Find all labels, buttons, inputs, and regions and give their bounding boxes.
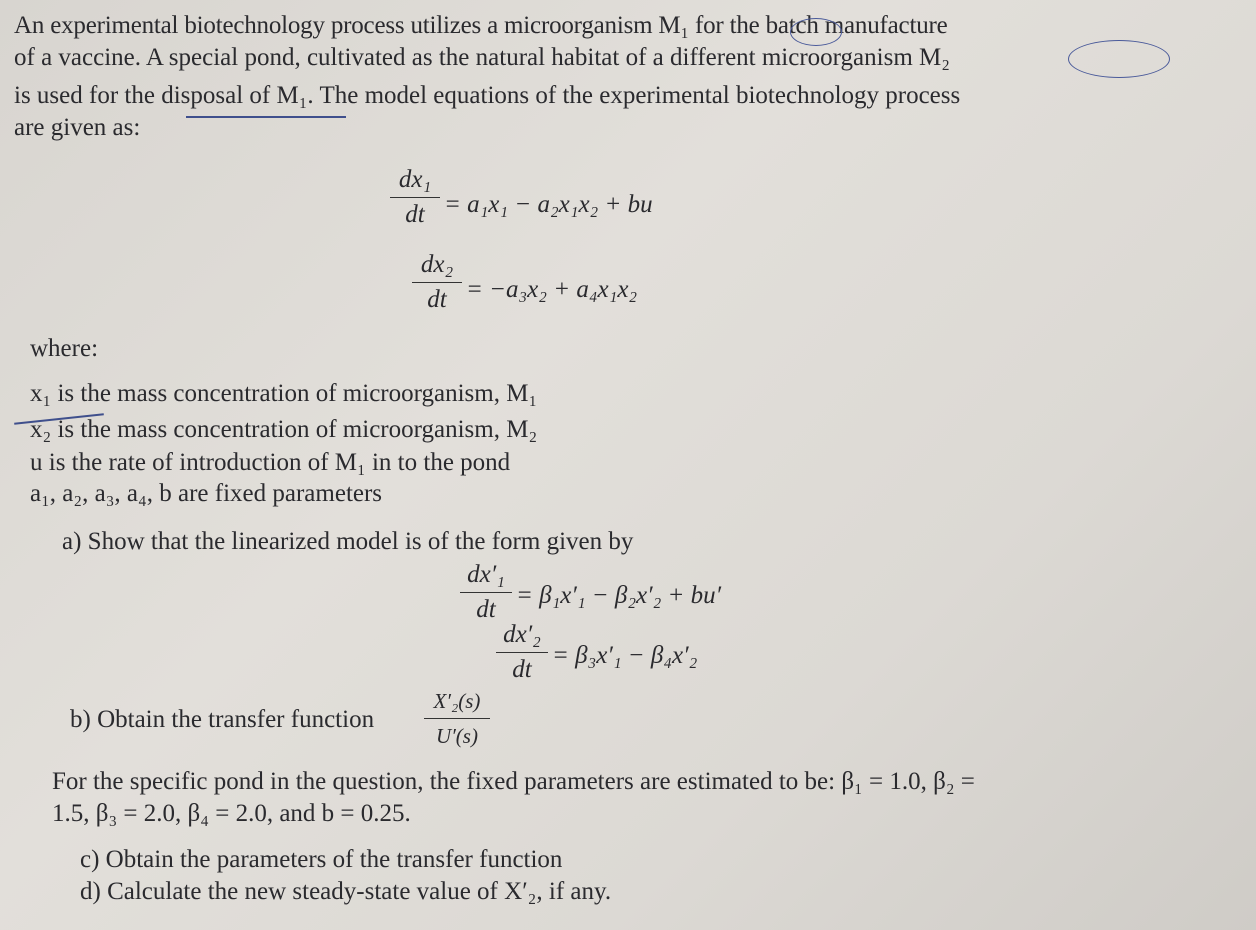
params-line-2: 1.5, β₃ = 2.0, β₄ = 2.0, and b = 0.25. [52,800,411,827]
definition-x2: x₂ is the mass concentration of microorganism, M₂ [30,416,538,443]
part-a: a) Show that the linearized model is of the form given by [62,528,634,555]
intro-line-3: is used for the disposal of M₁. The model equations of the experimental biotechnology process [14,82,961,109]
intro-line-4: are given as: [14,114,141,141]
lin-eq2-numerator: dx′₂ [503,621,541,648]
eq1-denominator: dt [405,201,425,228]
eq2-denominator: dt [427,286,447,313]
lin-eq2-rhs: = β₃x′₁ − β₄x′₂ [552,642,698,669]
underline-annotation-disposal [186,116,346,118]
where-label: where: [30,335,99,362]
part-d: d) Calculate the new steady-state value of X′₂, if any. [80,878,612,905]
params-line-1: For the specific pond in the question, the fixed parameters are estimated to be: β₁ = 1.0, β₂ = [52,768,975,795]
eq2-numerator: dx₂ [420,251,454,278]
eq1-numerator: dx₁ [398,166,432,193]
intro-line-1: An experimental biotechnology process utilizes a microorganism M₁ for the batch manufacture [14,12,948,39]
lin-eq1-denominator: dt [476,596,496,623]
lin-eq1-numerator: dx′₁ [467,561,505,588]
tf-numerator: X′₂(s) [433,689,481,713]
lin-eq2-denominator: dt [512,656,532,683]
definition-u: u is the rate of introduction of M₁ in to the pond [30,449,511,476]
part-c: c) Obtain the parameters of the transfer function [80,846,563,873]
intro-line-2: of a vaccine. A special pond, cultivated as the natural habitat of a different microorganism M₂ [14,44,950,71]
circle-annotation-m1 [790,18,842,46]
definition-params: a₁, a₂, a₃, a₄, b are fixed parameters [30,480,383,507]
tf-denominator: U′(s) [436,724,478,748]
eq1-rhs: = a₁x₁ − a₂x₁x₂ + bu [444,191,653,218]
definition-x1: x₁ is the mass concentration of microorganism, M₁ [30,380,538,407]
eq2-rhs: = −a₃x₂ + a₄x₁x₂ [466,276,638,303]
part-b: b) Obtain the transfer function [70,706,375,733]
circle-annotation-m2 [1068,40,1170,78]
lin-eq1-rhs: = β₁x′₁ − β₂x′₂ + bu′ [516,582,722,609]
